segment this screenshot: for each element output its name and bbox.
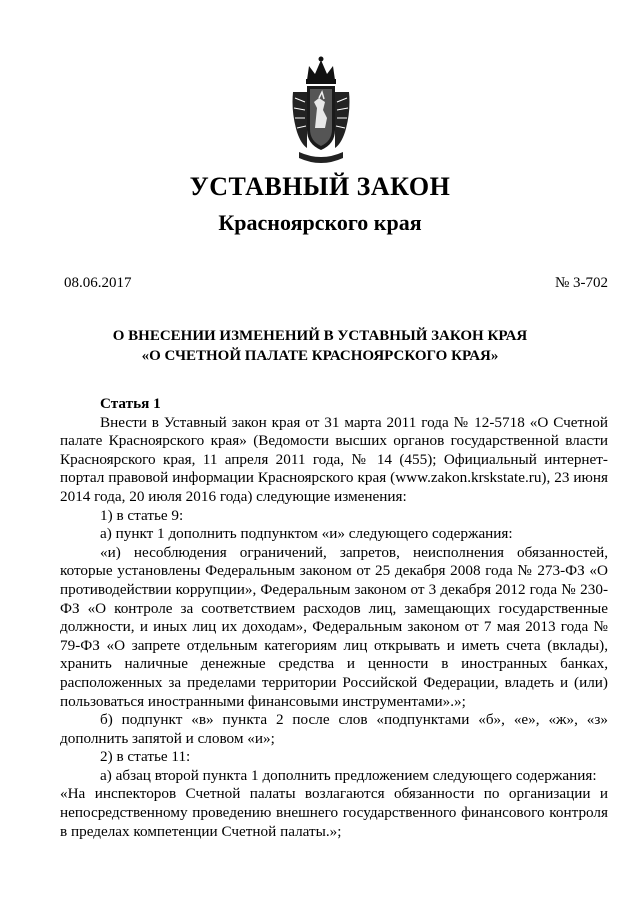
body-paragraph: «На инспекторов Счетной палаты возлагаются обязанности по организации и непосредственному проведению внешнего государственного финансового контроля в пределах компетенции Счетной палаты.»; [60, 785, 608, 840]
body-paragraph: а) пункт 1 дополнить подпунктом «и» следующего содержания: [100, 525, 513, 543]
region-title: Красноярского края [218, 210, 422, 235]
body-paragraph: 1) в статье 9: [100, 506, 184, 524]
document-date: 08.06.2017 [64, 275, 132, 291]
heading-line: «О СЧЕТНОЙ ПАЛАТЕ КРАСНОЯРСКОГО КРАЯ» [141, 348, 499, 364]
body-paragraph: б) подпункт «в» пункта 2 после слов «подпунктами «б», «е», «ж», «з» дополнить запятой и словом «и»; [60, 711, 608, 747]
body-paragraph: «и) несоблюдения ограничений, запретов, неисполнения обязанностей, которые установлены Федеральным законом от 25 декабря 2008 года № 273-ФЗ «О противодействии коррупции», Федеральным законом от 3 декабря 2012 года № 230-ФЗ «О контроле за соответствием расходов лиц, замещающих государственные должности, и иных лиц их доходам», Федеральным законом от 7 мая 2013 года № 79-ФЗ «О запрете отдельным категориям лиц открывать и иметь счета (вклады), хранить наличные денежные средства и ценности в иностранных банках, расположенных за пределами территории Российской Федерации, владеть и (или) пользоваться иностранными финансовыми инструментами».»; [60, 543, 608, 710]
body-paragraph: Внести в Уставный закон края от 31 марта 2011 года № 12-5718 «О Счетной палате Красноярского края» (Ведомости высших органов государственной власти Красноярского края, 11 апреля 2011 года, № 14 (455); Официальный интернет-портал правовой информации Красноярского края (www.zakon.krskstate.ru), 23 июня 2014 года, 20 июля 2016 года) следующие изменения: [60, 413, 608, 505]
heading-line: О ВНЕСЕНИИ ИЗМЕНЕНИЙ В УСТАВНЫЙ ЗАКОН КРАЯ [112, 328, 528, 344]
law-heading [60, 326, 580, 366]
body-paragraph: 2) в статье 11: [100, 748, 191, 766]
law-body [60, 395, 608, 841]
body-paragraph: а) абзац второй пункта 1 дополнить предложением следующего содержания: [100, 766, 597, 784]
article-heading: Статья 1 [100, 395, 161, 412]
law-type-title: УСТАВНЫЙ ЗАКОН [189, 172, 451, 201]
coat-of-arms-icon [289, 52, 353, 168]
document-number: № 3-702 [554, 275, 608, 291]
